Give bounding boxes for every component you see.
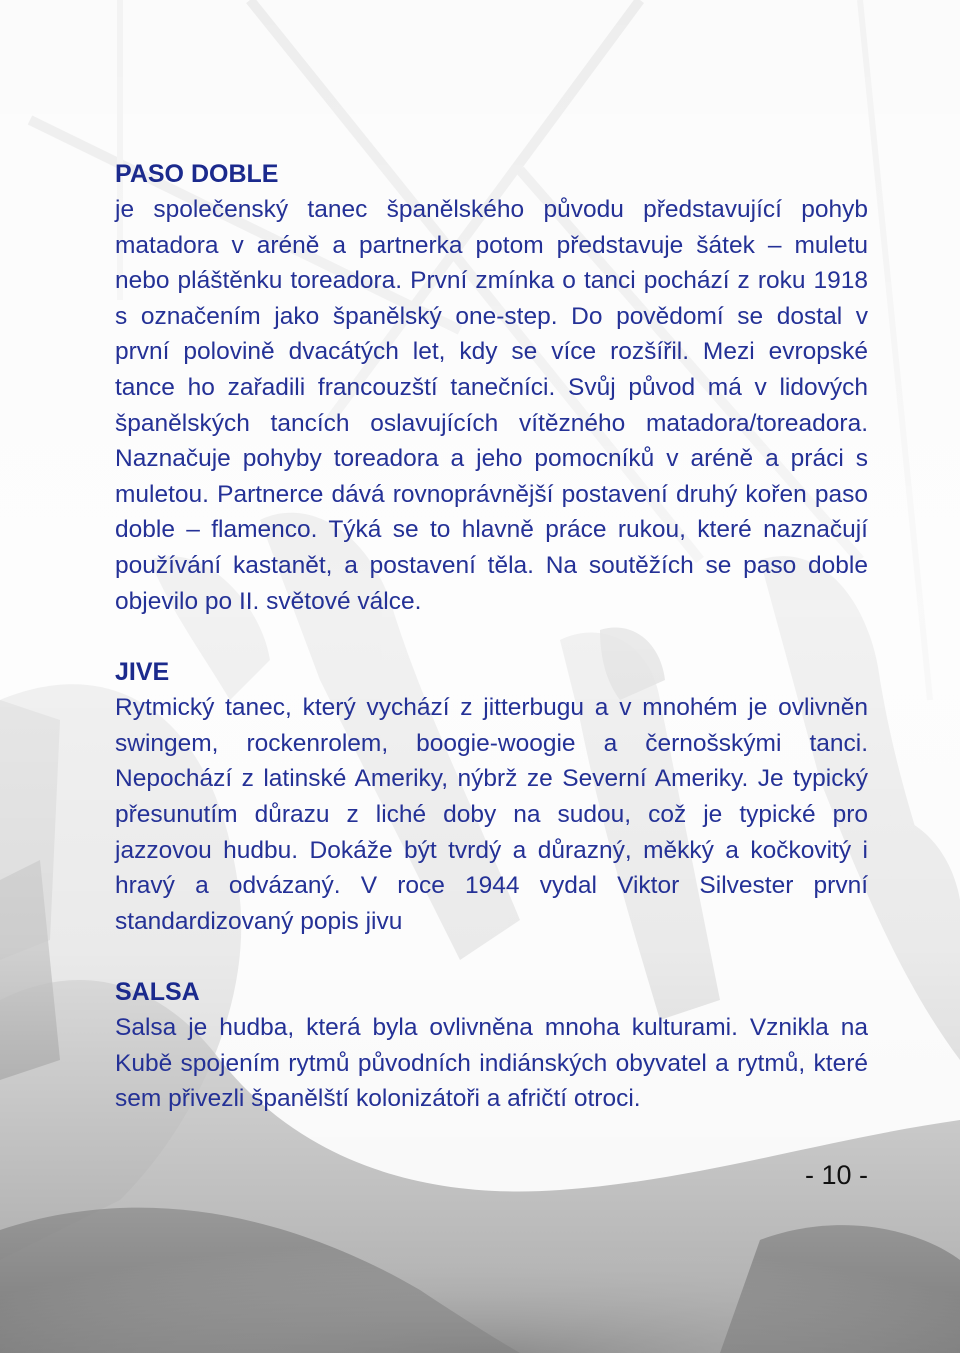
section-paragraph: Salsa je hudba, která byla ovlivněna mnoha kulturami. Vznikla na Kubě spojením rytmů původních indiánských obyvatel a rytmů, které sem přivezli španělští kolonizátoři a afričtí otroci. bbox=[115, 1014, 868, 1113]
section-salsa bbox=[115, 974, 868, 1117]
section-jive bbox=[115, 654, 868, 939]
section-paso-doble bbox=[115, 156, 868, 619]
document-body bbox=[115, 156, 868, 1117]
page-number: - 10 - bbox=[804, 1160, 868, 1190]
section-heading: JIVE bbox=[115, 658, 170, 687]
section-paragraph: Rytmický tanec, který vychází z jitterbugu a v mnohém je ovlivněn swingem, rockenrolem, boogie-woogie a černošskými tanci. Nepochází z latinské Ameriky, nýbrž ze Severní Ameriky. Je typický přesunutím důrazu z liché doby na sudou, což je typické pro jazzovou hudbu. Dokáže být tvrdý a důrazný, měkký a kočkovitý i hravý a odvázaný. V roce 1944 vydal Viktor Silvester první standardizovaný popis jivu bbox=[115, 694, 868, 935]
section-heading: PASO DOBLE bbox=[115, 160, 279, 188]
section-heading: SALSA bbox=[115, 978, 200, 1007]
section-paragraph: je společenský tanec španělského původu představující pohyb matadora v aréně a partnerka potom představuje šátek – muletu nebo pláštěnku toreadora. První zmínka o tanci pochází z roku 1918 s označením jako španělský one-step. Do povědomí se dostal v první polovině dvacátých let, kdy se více rozšířil. Mezi evropské tance ho zařadili francouzští tanečníci. Svůj původ má v lidových španělských tancích oslavujících vítězného matadora/toreadora. Naznačuje pohyby toreadora a jeho pomocníků v aréně a práci s muletou. Partnerce dává rovnoprávnější postavení druhý kořen paso doble – flamenco. Týká se to hlavně práce rukou, které naznačují používání kastanět, a postavení těla. Na soutěžích se paso doble objevilo po II. světové válce. bbox=[115, 196, 868, 615]
